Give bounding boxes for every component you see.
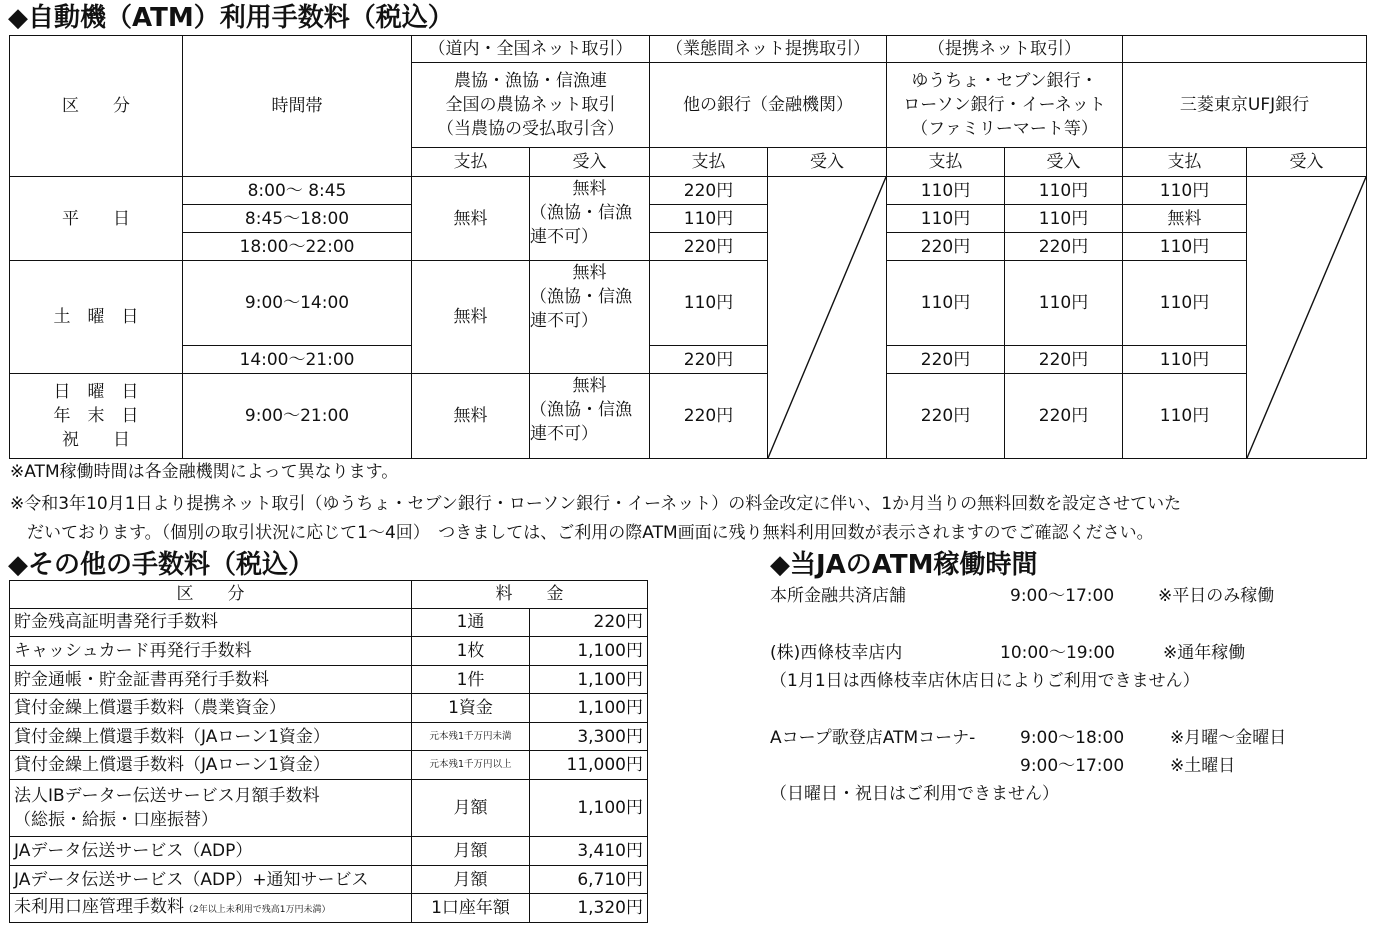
group-header-interindustry-net: （業態間ネット提携取引） (650, 36, 887, 63)
group-name-line: （ファミリーマート等） (911, 119, 1098, 139)
table-row (10, 665, 648, 694)
fee-name-main: 未利用口座管理手数料 (14, 896, 184, 917)
partner-pay: 220円 (887, 233, 1005, 261)
fee-name: 貯金残高証明書発行手数料 (10, 608, 412, 637)
fee-unit: 1資金 (412, 694, 530, 723)
partner-recv: 110円 (1005, 177, 1123, 205)
holiday-label-line: 祝 日 (62, 430, 130, 450)
fee-name: JAデータ伝送サービス（ADP）+通知サービス (10, 865, 412, 894)
fee-price: 6,710円 (530, 865, 648, 894)
fee-price: 1,100円 (530, 637, 648, 666)
table-row (10, 837, 648, 866)
partner-recv: 220円 (1005, 233, 1123, 261)
group-name-line: （当農協の受払取引含） (437, 119, 624, 139)
subheader-pay: 支払 (1123, 148, 1247, 177)
holiday-label-line: 日 曜 日 (53, 382, 139, 402)
group-name-other-banks: 他の銀行（金融機関） (650, 63, 887, 148)
partner-pay: 110円 (887, 177, 1005, 205)
branch-note: ※土曜日 (1170, 756, 1236, 776)
branch-time: 9:00～18:00 (1020, 728, 1125, 748)
fee-name: JAデータ伝送サービス（ADP） (10, 837, 412, 866)
fee-price: 3,410円 (530, 837, 648, 866)
branch-note: ※平日のみ稼働 (1158, 586, 1275, 606)
branch-note: ※月曜～金曜日 (1170, 728, 1287, 748)
group-name-partner-banks (887, 63, 1123, 148)
fee-price: 1,320円 (530, 894, 648, 923)
recv-note-line: 連不可） (530, 424, 598, 444)
branch-name: (株)西條枝幸店内 (770, 643, 903, 663)
fee-unit: 1通 (412, 608, 530, 637)
subheader-pay: 支払 (412, 148, 530, 177)
branch-note: ※通年稼働 (1163, 643, 1246, 663)
recv-note-line: （漁協・信漁 (530, 287, 632, 307)
fee-price: 1,100円 (530, 694, 648, 723)
fee-name: 貸付金繰上償還手数料（JAローン1資金） (10, 751, 412, 780)
mufg-pay: 110円 (1123, 346, 1247, 374)
note-fee-revision-cont: だいております。（個別の取引状況に応じて1～4回） つきましては、ご利用の際ATM画面に残り無料利用回数が表示されますのでご確認ください。 (10, 523, 1154, 543)
other-bank-pay: 220円 (650, 177, 768, 205)
recv-note-line: 連不可） (530, 227, 598, 247)
partner-recv: 220円 (1005, 374, 1123, 459)
ja-pay-weekday: 無料 (412, 177, 530, 261)
fee-price: 11,000円 (530, 751, 648, 780)
branch-name: 本所金融共済店舗 (770, 586, 906, 606)
fee-name-line: 法人IBデーター伝送サービス月額手数料 (14, 786, 320, 807)
atm-fee-table (9, 35, 1367, 459)
ja-recv-weekday (530, 177, 650, 261)
other-fee-title: ◆その他の手数料（税込） (8, 550, 314, 580)
fee-price: 1,100円 (530, 665, 648, 694)
table-row (10, 637, 648, 666)
subheader-recv: 受入 (1005, 148, 1123, 177)
branch-time: 10:00～19:00 (1000, 643, 1115, 663)
recv-note-line: 無料 (572, 263, 607, 283)
fee-unit: 月額 (412, 837, 530, 866)
time-slot: 8:00～ 8:45 (183, 177, 412, 205)
note-atm-hours: ※ATM稼働時間は各金融機関によって異なります。 (10, 462, 399, 482)
time-slot: 14:00～21:00 (183, 346, 412, 374)
subheader-recv: 受入 (530, 148, 650, 177)
mufg-pay: 110円 (1123, 177, 1247, 205)
fee-name-line: （総振・給振・口座振替） (14, 810, 218, 831)
mufg-pay: 110円 (1123, 261, 1247, 346)
table-row (10, 780, 648, 837)
fee-unit: 月額 (412, 780, 530, 837)
fee-price: 1,100円 (530, 780, 648, 837)
fee-name (10, 894, 412, 923)
fee-unit: 1件 (412, 665, 530, 694)
time-slot: 9:00～14:00 (183, 261, 412, 346)
group-name-line: ローソン銀行・イーネット (903, 95, 1106, 115)
diagonal-slash-icon (1247, 177, 1366, 458)
subheader-recv: 受入 (1247, 148, 1367, 177)
recv-note-line: （漁協・信漁 (530, 203, 632, 223)
holiday-label-line: 年 末 日 (53, 406, 139, 426)
ja-pay-holidays: 無料 (412, 374, 530, 459)
group-name-line: 全国の農協ネット取引 (445, 95, 616, 115)
fee-unit: 1口座年額 (412, 894, 530, 923)
fee-name: 貯金通帳・貯金証書再発行手数料 (10, 665, 412, 694)
partner-pay: 220円 (887, 346, 1005, 374)
ja-recv-holidays (530, 374, 650, 459)
branch-name: Aコープ歌登店ATMコーナ- (770, 728, 976, 748)
table-row (10, 608, 648, 637)
recv-note-line: 連不可） (530, 311, 598, 331)
other-bank-pay: 110円 (650, 205, 768, 233)
ja-pay-saturday: 無料 (412, 261, 530, 374)
group-name-line: ゆうちょ・セブン銀行・ (911, 71, 1098, 91)
fee-name: 貸付金繰上償還手数料（農業資金） (10, 694, 412, 723)
other-bank-pay: 220円 (650, 346, 768, 374)
group-name-ja-network (412, 63, 650, 148)
table-row (10, 694, 648, 723)
partner-pay: 110円 (887, 205, 1005, 233)
time-slot: 18:00～22:00 (183, 233, 412, 261)
col-header-time: 時間帯 (183, 36, 412, 177)
fee-price: 3,300円 (530, 722, 648, 751)
branch-time: 9:00～17:00 (1020, 756, 1125, 776)
partner-recv: 110円 (1005, 261, 1123, 346)
fee-price: 220円 (530, 608, 648, 637)
time-slot: 8:45～18:00 (183, 205, 412, 233)
subheader-pay: 支払 (650, 148, 768, 177)
col-header-kubun: 区 分 (10, 36, 183, 177)
fee-name-note: （2年以上未利用で残高1万円未満） (184, 904, 331, 915)
partner-recv: 220円 (1005, 346, 1123, 374)
recv-note-line: 無料 (572, 376, 607, 396)
table-row (10, 751, 648, 780)
other-bank-pay: 220円 (650, 374, 768, 459)
recv-note-line: （漁協・信漁 (530, 400, 632, 420)
mufg-pay: 110円 (1123, 233, 1247, 261)
table-row (10, 894, 648, 923)
mufg-pay: 110円 (1123, 374, 1247, 459)
branch-subnote: （日曜日・祝日はご利用できません） (770, 784, 1059, 804)
table-row (10, 865, 648, 894)
fee-unit: 元本残1千万円以上 (412, 751, 530, 780)
mufg-recv-na (1247, 177, 1367, 459)
other-bank-pay: 110円 (650, 261, 768, 346)
other-bank-recv-na (768, 177, 887, 459)
branch-time: 9:00～17:00 (1010, 586, 1115, 606)
group-header-domestic-net: （道内・全国ネット取引） (412, 36, 650, 63)
fee-unit: 元本残1千万円未満 (412, 722, 530, 751)
other-bank-pay: 220円 (650, 233, 768, 261)
partner-pay: 110円 (887, 261, 1005, 346)
table-row (10, 722, 648, 751)
other-fee-table (9, 580, 648, 923)
atm-hours-title: ◆当JAのATM稼働時間 (770, 550, 1038, 580)
fee-name (10, 780, 412, 837)
fee-name: キャッシュカード再発行手数料 (10, 637, 412, 666)
group-name-line: 農協・漁協・信漁連 (454, 71, 607, 91)
time-slot: 9:00～21:00 (183, 374, 412, 459)
partner-pay: 220円 (887, 374, 1005, 459)
row-label-saturday: 土 曜 日 (10, 261, 183, 374)
group-header-partner-net: （提携ネット取引） (887, 36, 1123, 63)
mufg-pay: 無料 (1123, 205, 1247, 233)
note-fee-revision: ※令和3年10月1日より提携ネット取引（ゆうちょ・セブン銀行・ローソン銀行・イーネット）の料金改定に伴い、1か月当りの無料回数を設定させていた (10, 494, 1182, 514)
subheader-recv: 受入 (768, 148, 887, 177)
fee-header-kubun: 区 分 (10, 581, 412, 609)
fee-header-price: 料 金 (412, 581, 648, 609)
fee-unit: 月額 (412, 865, 530, 894)
atm-fee-title: ◆自動機（ATM）利用手数料（税込） (8, 3, 454, 33)
branch-subnote: （1月1日は西條枝幸店休店日によりご利用できません） (770, 671, 1200, 691)
subheader-pay: 支払 (887, 148, 1005, 177)
row-label-weekday: 平 日 (10, 177, 183, 261)
recv-note-line: 無料 (572, 179, 607, 199)
fee-name: 貸付金繰上償還手数料（JAローン1資金） (10, 722, 412, 751)
row-label-holidays (10, 374, 183, 459)
diagonal-slash-icon (768, 177, 886, 458)
ja-recv-saturday (530, 261, 650, 374)
fee-unit: 1枚 (412, 637, 530, 666)
partner-recv: 110円 (1005, 205, 1123, 233)
group-name-mufg: 三菱東京UFJ銀行 (1123, 63, 1367, 148)
group-header-blank (1123, 36, 1367, 63)
